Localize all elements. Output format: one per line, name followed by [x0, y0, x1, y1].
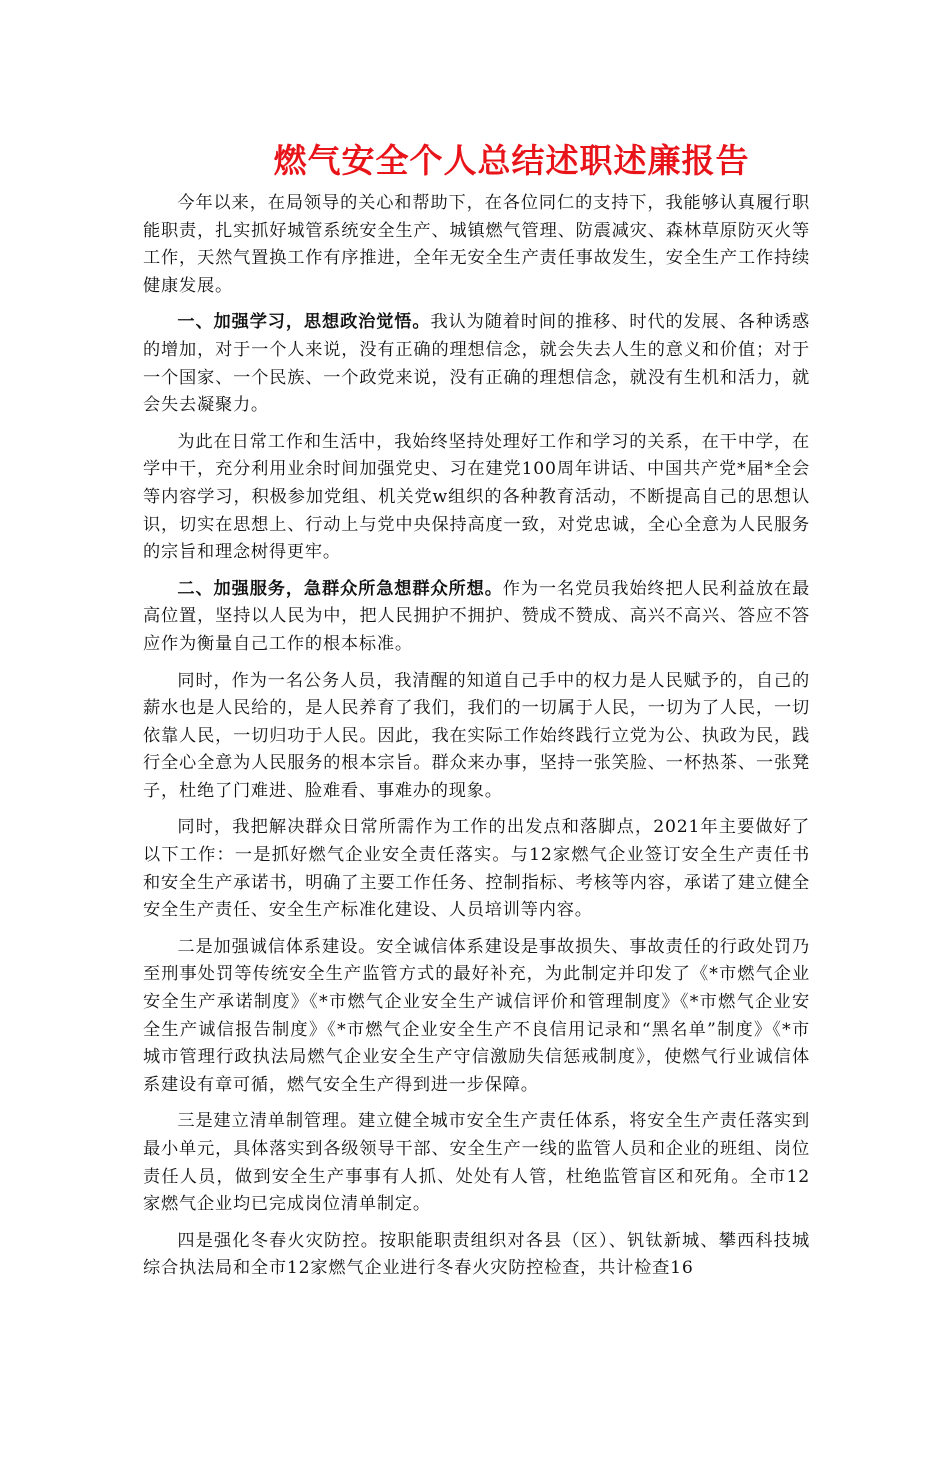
paragraph-text: 三是建立清单制管理。建立健全城市安全生产责任体系，将安全生产责任落实到最小单元，具体落实到各级领导干部、安全生产一线的监管人员和企业的班组、岗位责任人员，做到安全生产事事有人抓、处处有人管，杜绝监管盲区和死角。全市12家燃气企业均已完成岗位清单制定。 [143, 1111, 810, 1215]
paragraph-text: 为此在日常工作和生活中，我始终坚持处理好工作和学习的关系，在干中学，在学中干，充分利用业余时间加强党史、习在建党100周年讲话、中国共产党*届*全会等内容学习，积极参加党组、机关党w组织的各种教育活动，不断提高自己的思想认识，切实在思想上、行动上与党中央保持高度一致，对党忠诚，全心全意为人民服务的宗旨和理念树得更牢。 [143, 431, 810, 563]
section-heading: 二、加强服务，急群众所急想群众所想。 [177, 578, 503, 599]
paragraph-text: 四是强化冬春火灾防控。按职能职责组织对各县（区）、钒钛新城、攀西科技城综合执法局和全市12家燃气企业进行冬春火灾防控检查，共计检查16 [143, 1230, 810, 1279]
body-paragraph [143, 1108, 810, 1218]
body-paragraph [143, 934, 810, 1100]
section-heading: 一、加强学习，思想政治觉悟。 [177, 312, 431, 333]
body-paragraph [143, 190, 810, 300]
paragraph-text: 同时，作为一名公务人员，我清醒的知道自己手中的权力是人民赋予的，自己的薪水也是人民给的，是人民养育了我们，我们的一切属于人民，一切为了人民，一切依靠人民，一切归功于人民。因此，我在实际工作始终践行立党为公、执政为民，践行全心全意为人民服务的根本宗旨。群众来办事，坚持一张笑脸、一杯热茶、一张凳子，杜绝了门难进、脸难看、事难办的现象。 [143, 670, 810, 801]
body-paragraph [143, 668, 810, 806]
paragraph-text: 同时，我把解决群众日常所需作为工作的出发点和落脚点，2021年主要做好了以下工作：一是抓好燃气企业安全责任落实。与12家燃气企业签订安全生产责任书和安全生产承诺书，明确了主要工作任务、控制指标、考核等内容，承诺了建立健全安全生产责任、安全生产标准化建设、人员培训等内容。 [143, 817, 810, 921]
document-body [143, 190, 810, 1283]
document-page [0, 138, 950, 1482]
paragraph-text: 今年以来，在局领导的关心和帮助下，在各位同仁的支持下，我能够认真履行职能职责，扎实抓好城管系统安全生产、城镇燃气管理、防震减灾、森林草原防灭火等工作，天然气置换工作有序推进，全年无安全生产责任事故发生，安全生产工作持续健康发展。 [143, 193, 810, 296]
page-title: 燃气安全个人总结述职述廉报告 [273, 141, 750, 180]
paragraph-text: 作为一名党员我始终把人民利益放在最高位置，坚持以人民为中，把人民拥护不拥护、赞成不赞成、高兴不高兴、答应不答应作为衡量自己工作的根本标准。 [143, 578, 810, 654]
paragraph-text: 二是加强诚信体系建设。安全诚信体系建设是事故损失、事故责任的行政处罚乃至刑事处罚等传统安全生产监管方式的最好补充，为此制定并印发了《*市燃气企业安全生产承诺制度》《*市燃气企业安全生产诚信评价和管理制度》《*市燃气企业安全生产诚信报告制度》《*市燃气企业安全生产不良信用记录和“黑名单”制度》《*市城市管理行政执法局燃气企业安全生产守信激励失信惩戒制度》，使燃气行业诚信体系建设有章可循，燃气安全生产得到进一步保障。 [143, 936, 810, 1095]
body-paragraph [143, 576, 810, 659]
body-paragraph [143, 309, 810, 419]
body-paragraph [143, 814, 810, 924]
paragraph-text: 我认为随着时间的推移、时代的发展、各种诱惑的增加，对于一个人来说，没有正确的理想信念，就会失去人生的意义和价值；对于一个国家、一个民族、一个政党来说，没有正确的理想信念，就没有生机和活力，就会失去凝聚力。 [143, 312, 810, 416]
body-paragraph [143, 429, 810, 567]
body-paragraph [143, 1228, 810, 1283]
